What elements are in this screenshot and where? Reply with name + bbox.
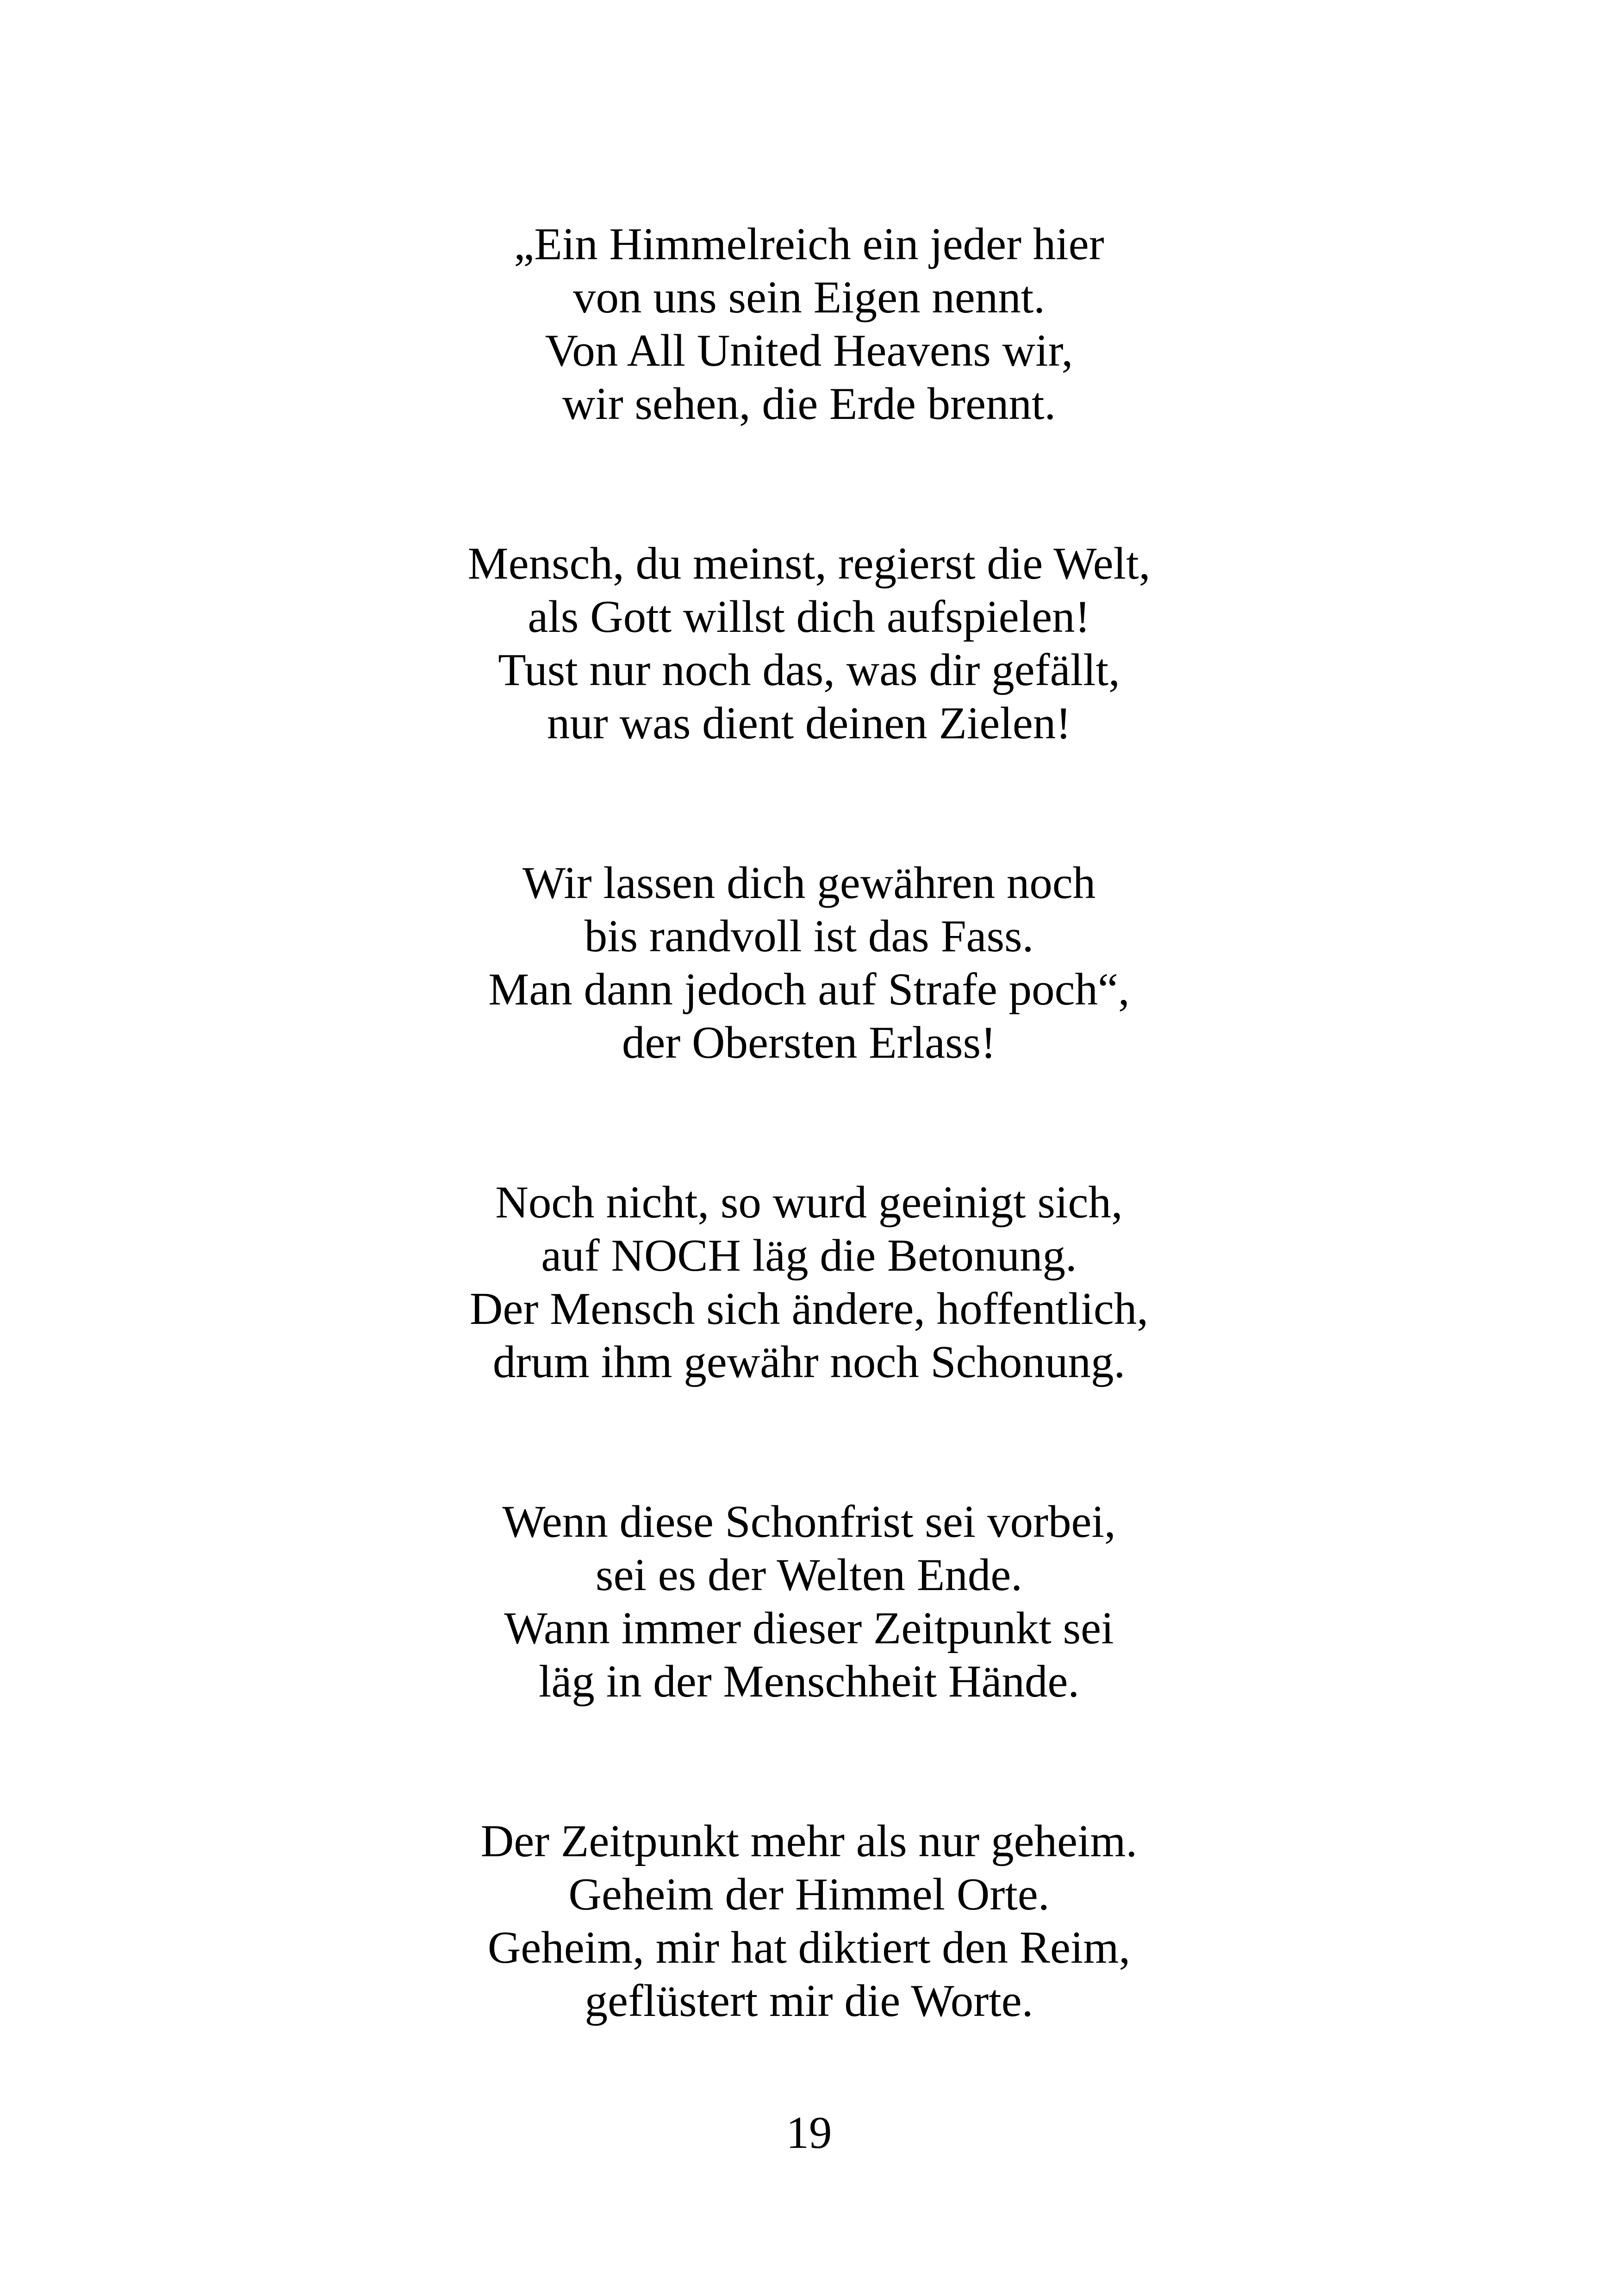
poem-line: Der Mensch sich ändere, hoffentlich,: [469, 1284, 1149, 1334]
stanza-2: [0, 537, 1618, 750]
poem-line: nur was dient deinen Zielen!: [547, 698, 1071, 749]
poem-line: von uns sein Eigen nennt.: [573, 272, 1045, 323]
poem-line: wir sehen, die Erde brennt.: [562, 379, 1056, 429]
stanza-1: [0, 218, 1618, 430]
poem-line: bis randvoll ist das Fass.: [584, 911, 1034, 961]
poem-line: Wenn diese Schonfrist sei vorbei,: [502, 1497, 1116, 1547]
poem-line: Wann immer dieser Zeitpunkt sei: [504, 1603, 1114, 1653]
poem-line: „Ein Himmelreich ein jeder hier: [514, 219, 1104, 269]
poem-line: Geheim, mir hat diktiert den Reim,: [487, 1922, 1131, 1973]
stanza-6: [0, 1815, 1618, 2028]
poem-line: Mensch, du meinst, regierst die Welt,: [467, 538, 1151, 589]
poem-line: auf NOCH läg die Betonung.: [541, 1230, 1077, 1281]
poem-line: Tust nur noch das, was dir gefällt,: [498, 645, 1120, 695]
poem-line: Wir lassen dich gewähren noch: [522, 858, 1096, 908]
poem-line: Der Zeitpunkt mehr als nur geheim.: [480, 1816, 1138, 1866]
stanza-5: [0, 1495, 1618, 1708]
poem: [0, 218, 1618, 2028]
poem-line: Geheim der Himmel Orte.: [568, 1869, 1050, 1920]
poem-line: geflüstert mir die Worte.: [585, 1976, 1033, 2026]
stanza-3: [0, 856, 1618, 1069]
poem-line: der Obersten Erlass!: [622, 1017, 996, 1068]
poem-line: Von All United Heavens wir,: [545, 325, 1073, 376]
poem-line: sei es der Welten Ende.: [595, 1550, 1023, 1600]
poem-line: läg in der Menschheit Hände.: [538, 1656, 1080, 1707]
poem-line: Noch nicht, so wurd geeinigt sich,: [495, 1177, 1123, 1228]
stanza-4: [0, 1176, 1618, 1389]
poem-line: Man dann jedoch auf Strafe poch“,: [488, 964, 1130, 1015]
poem-line: als Gott willst dich aufspielen!: [528, 592, 1090, 642]
page-number: 19: [786, 2108, 832, 2158]
poem-line: drum ihm gewähr noch Schonung.: [492, 1337, 1126, 1387]
